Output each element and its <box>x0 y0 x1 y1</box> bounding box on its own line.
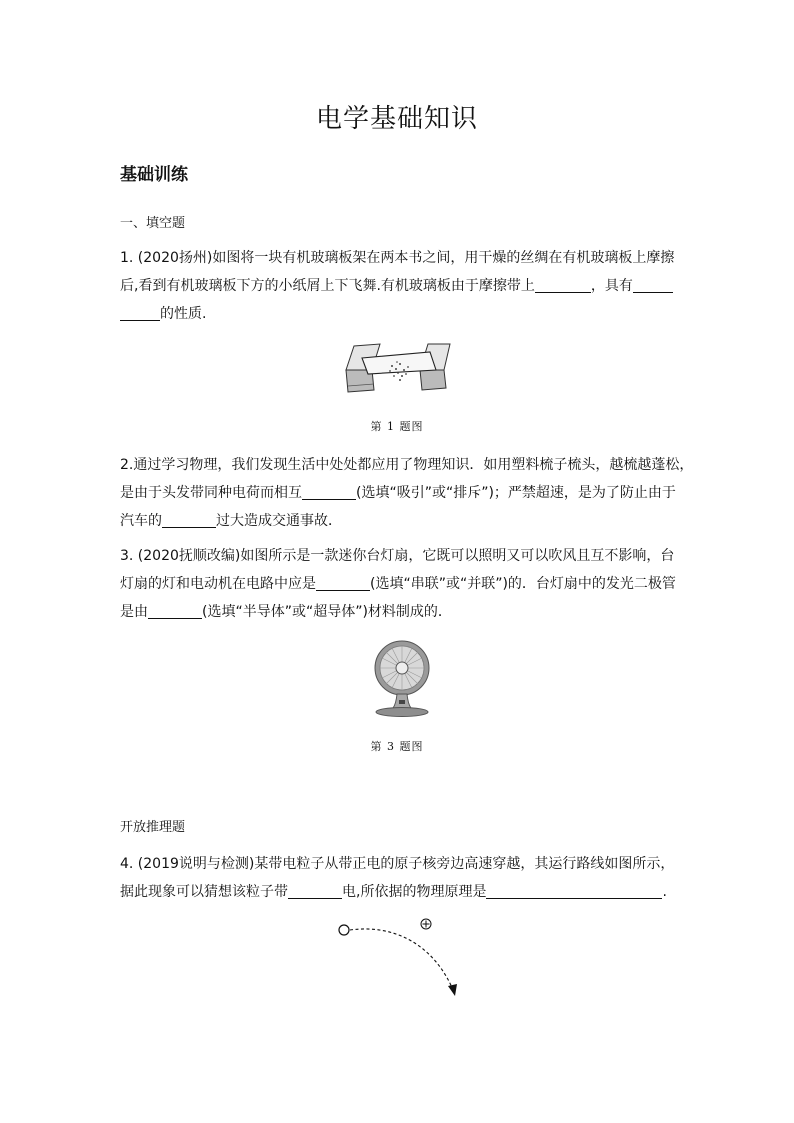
answer-blank[interactable] <box>486 881 662 899</box>
question-2-line-3 <box>120 507 676 535</box>
answer-blank[interactable] <box>316 573 370 591</box>
figure-1-caption: 第 1 题图 <box>370 420 424 433</box>
question-2-text: (选填“吸引”或“排斥”)；严禁超速，是为了防止由于 <box>356 485 676 501</box>
question-3 <box>120 542 676 626</box>
question-2-text: 汽车的 <box>120 513 162 529</box>
part-heading-fill-in: 一、填空题 <box>120 216 186 231</box>
question-3-text: (选填“半导体”或“超导体”)材料制成的． <box>202 604 452 620</box>
part-heading-open-reasoning: 开放推理题 <box>120 820 186 835</box>
question-3-line-1: 3. (2020抚顺改编)如图所示是一款迷你台灯扇，它既可以照明又可以吹风且互不影响，台 <box>120 548 675 564</box>
particle-start-circle <box>339 925 349 935</box>
particle-path-figure <box>334 914 464 1000</box>
arrowhead-icon <box>448 984 457 996</box>
question-4-line-1: 4. (2019说明与检测)某带电粒子从带正电的原子核旁边高速穿越，其运行路线如图所示， <box>120 856 675 872</box>
question-1-text: 的性质. <box>160 306 207 322</box>
answer-blank[interactable] <box>302 482 356 500</box>
question-3-text: (选填“串联”或“并联”)的．台灯扇中的发光二极管 <box>370 576 676 592</box>
question-1 <box>120 244 676 328</box>
question-1-text: 后,看到有机玻璃板下方的小纸屑上下飞舞.有机玻璃板由于摩擦带上 <box>120 278 535 294</box>
question-4-text: 电,所依据的物理原理是 <box>342 884 487 900</box>
question-4-line-2 <box>120 878 685 906</box>
question-3-text: 是由 <box>120 604 148 620</box>
question-2-line-2 <box>120 479 676 507</box>
question-1-line-3 <box>120 300 676 328</box>
trajectory-path <box>350 929 454 992</box>
question-1-line-2 <box>120 272 676 300</box>
answer-blank[interactable] <box>288 881 342 899</box>
question-4-text: 据此现象可以猜想该粒子带 <box>120 884 288 900</box>
answer-blank[interactable] <box>120 303 160 321</box>
question-1-line-1: 1. (2020扬州)如图将一块有机玻璃板架在两本书之间，用干燥的丝绸在有机玻璃板上摩擦 <box>120 250 675 266</box>
answer-blank[interactable] <box>535 275 591 293</box>
question-2-line-1: 2.通过学习物理，我们发现生活中处处都应用了物理知识．如用塑料梳子梳头，越梳越蓬松， <box>120 457 694 473</box>
question-2-text: 是由于头发带同种电荷而相互 <box>120 485 302 501</box>
question-3-text: 灯扇的灯和电动机在电路中应是 <box>120 576 316 592</box>
figure-3-caption: 第 3 题图 <box>370 740 424 753</box>
glass-plate-figure <box>340 340 454 396</box>
question-3-line-3 <box>120 598 676 626</box>
page-title: 电学基础知识 <box>315 104 478 134</box>
section-heading: 基础训练 <box>120 165 188 185</box>
question-4-text: . <box>662 884 667 900</box>
question-2 <box>120 451 694 535</box>
answer-blank[interactable] <box>148 601 202 619</box>
question-4 <box>120 850 685 906</box>
question-1-text: ，具有 <box>590 278 633 294</box>
desk-fan-figure <box>372 638 432 718</box>
answer-blank[interactable] <box>162 510 216 528</box>
positive-nucleus-icon <box>421 919 431 929</box>
question-2-text: 过大造成交通事故． <box>216 513 342 529</box>
answer-blank[interactable] <box>633 275 673 293</box>
question-3-line-2 <box>120 570 676 598</box>
